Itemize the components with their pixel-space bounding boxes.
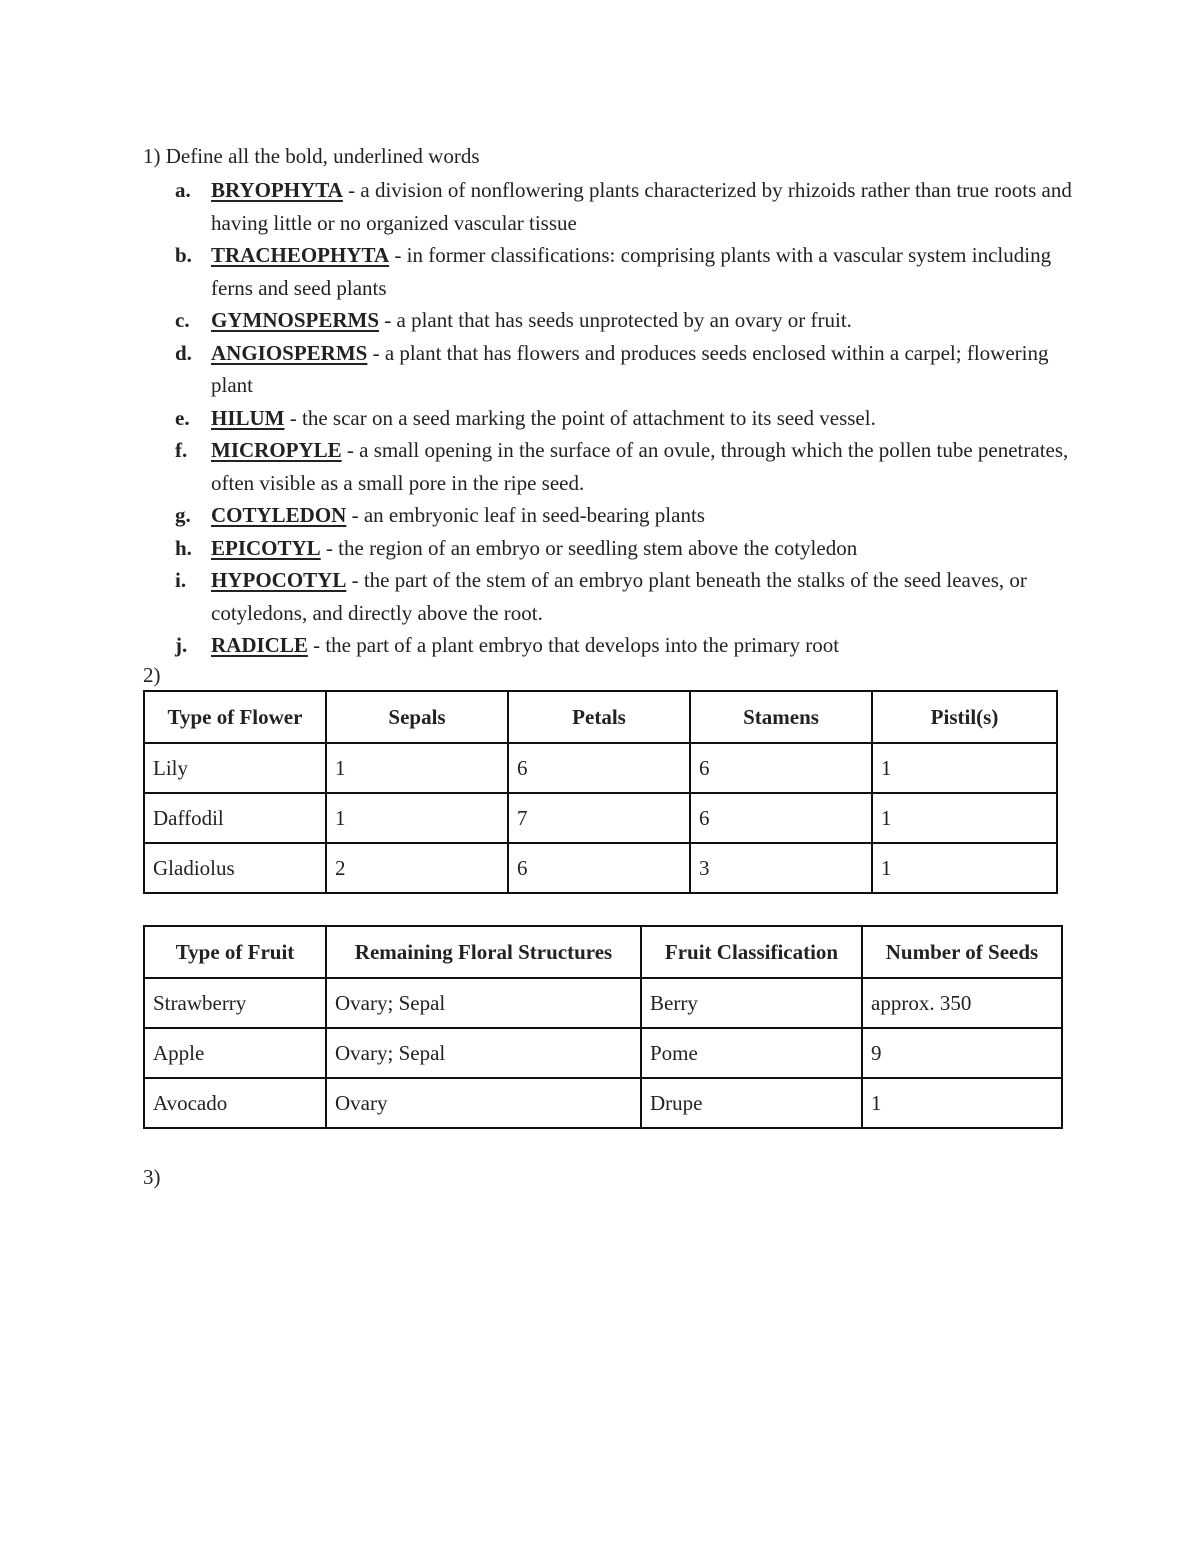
term: HILUM <box>211 405 285 430</box>
table-cell: Drupe <box>641 1078 862 1128</box>
item-letter: b. <box>175 243 192 267</box>
definition-item <box>143 499 1083 532</box>
definition: - a small opening in the surface of an ovule, through which the pollen tube penetrates, often visible as a small pore in the ripe seed. <box>211 438 1069 495</box>
table-cell: 1 <box>326 793 508 843</box>
definition: - a division of nonflowering plants characterized by rhizoids rather than true roots and having little or no organized vascular tissue <box>211 178 1072 235</box>
table-cell: Ovary; Sepal <box>326 978 641 1028</box>
definition-list <box>143 174 1083 662</box>
table-header-row <box>144 926 1062 978</box>
term: BRYOPHYTA <box>211 178 343 202</box>
fruit-table <box>143 925 1063 1129</box>
term: RADICLE <box>211 633 308 657</box>
item-letter: e. <box>175 405 190 430</box>
table-cell: approx. 350 <box>862 978 1062 1028</box>
table-row <box>144 1028 1062 1078</box>
term: MICROPYLE <box>211 438 342 462</box>
definition-item <box>143 629 1083 662</box>
term: GYMNOSPERMS <box>211 308 379 332</box>
column-header: Sepals <box>326 691 508 743</box>
definition-item <box>143 304 1083 337</box>
table-row <box>144 743 1057 793</box>
table-cell: 9 <box>862 1028 1062 1078</box>
item-letter: g. <box>175 503 191 527</box>
table-cell: Ovary; Sepal <box>326 1028 641 1078</box>
item-letter: i. <box>175 568 187 592</box>
term: TRACHEOPHYTA <box>211 243 390 267</box>
column-header: Type of Flower <box>144 691 326 743</box>
definition-item <box>143 174 1083 239</box>
column-header: Remaining Floral Structures <box>326 926 641 978</box>
table-cell: Pome <box>641 1028 862 1078</box>
term: EPICOTYL <box>211 535 321 560</box>
table-cell: Avocado <box>144 1078 326 1128</box>
table-cell: Ovary <box>326 1078 641 1128</box>
column-header: Fruit Classification <box>641 926 862 978</box>
table-cell: 6 <box>690 743 872 793</box>
table-cell: 1 <box>872 743 1057 793</box>
table-cell: 1 <box>872 793 1057 843</box>
question-2-heading: 2) <box>143 663 161 687</box>
table-row <box>144 978 1062 1028</box>
table-cell: 1 <box>862 1078 1062 1128</box>
definition-item <box>143 337 1083 402</box>
table-cell: 1 <box>326 743 508 793</box>
table-cell: 3 <box>690 843 872 893</box>
definition: - the part of the stem of an embryo plant beneath the stalks of the seed leaves, or cotyledons, and directly above the root. <box>211 568 1027 625</box>
table-row <box>144 1078 1062 1128</box>
table-cell: Strawberry <box>144 978 326 1028</box>
table-cell: 6 <box>508 843 690 893</box>
definition: - the region of an embryo or seedling stem above the cotyledon <box>320 535 858 560</box>
definition-item <box>143 532 1083 565</box>
table-row <box>144 793 1057 843</box>
term: HYPOCOTYL <box>211 568 347 592</box>
item-letter: h. <box>175 535 192 560</box>
table-cell: 1 <box>872 843 1057 893</box>
definition-item <box>143 564 1083 629</box>
table-cell: 6 <box>690 793 872 843</box>
table-cell: Berry <box>641 978 862 1028</box>
definition-item <box>143 239 1083 304</box>
term: COTYLEDON <box>211 503 347 527</box>
definition: - the part of a plant embryo that develops into the primary root <box>307 633 840 657</box>
column-header: Type of Fruit <box>144 926 326 978</box>
table-cell: Lily <box>144 743 326 793</box>
item-letter: a. <box>175 178 191 202</box>
definition-item <box>143 434 1083 499</box>
definition-item <box>143 402 1083 435</box>
table-cell: Apple <box>144 1028 326 1078</box>
term: ANGIOSPERMS <box>211 340 368 365</box>
item-letter: d. <box>175 340 192 365</box>
column-header: Number of Seeds <box>862 926 1062 978</box>
column-header: Stamens <box>690 691 872 743</box>
item-letter: c. <box>175 308 190 332</box>
definition: - a plant that has seeds unprotected by an ovary or fruit. <box>379 308 852 332</box>
table-header-row <box>144 691 1057 743</box>
column-header: Petals <box>508 691 690 743</box>
item-letter: f. <box>175 438 188 462</box>
question-3-heading: 3) <box>143 1165 161 1189</box>
table-row <box>144 843 1057 893</box>
table-cell: 2 <box>326 843 508 893</box>
definition: - in former classifications: comprising plants with a vascular system including ferns and seed plants <box>211 243 1052 300</box>
column-header: Pistil(s) <box>872 691 1057 743</box>
item-letter: j. <box>175 633 188 657</box>
table-cell: Daffodil <box>144 793 326 843</box>
flower-parts-table <box>143 690 1058 894</box>
definition: - the scar on a seed marking the point of attachment to its seed vessel. <box>284 405 876 430</box>
question-1-heading: 1) Define all the bold, underlined words <box>143 144 480 168</box>
definition: - an embryonic leaf in seed-bearing plants <box>346 503 705 527</box>
definition: - a plant that has flowers and produces seeds enclosed within a carpel; flowering plant <box>211 340 1049 397</box>
table-cell: 6 <box>508 743 690 793</box>
table-cell: 7 <box>508 793 690 843</box>
table-cell: Gladiolus <box>144 843 326 893</box>
